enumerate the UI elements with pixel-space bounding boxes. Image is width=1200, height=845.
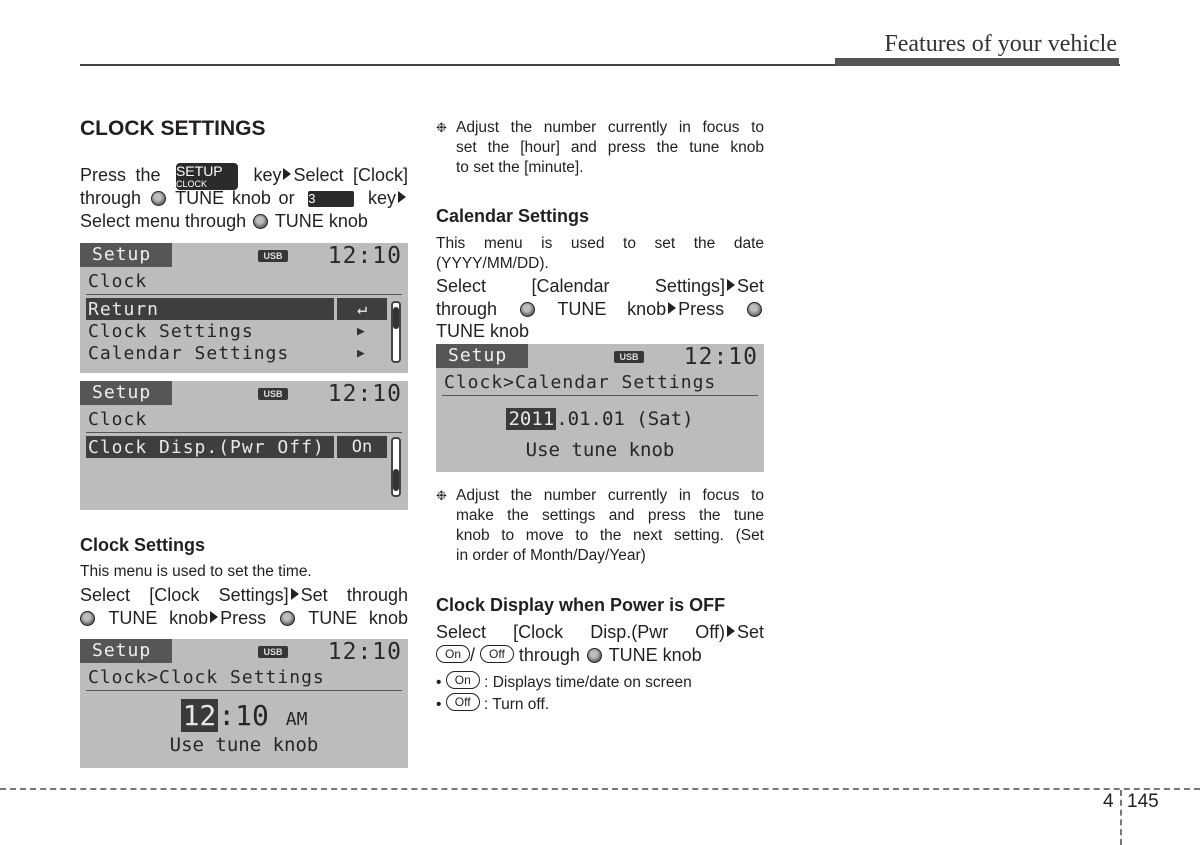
note2-line: Adjust the number currently in focus to <box>456 487 764 504</box>
arrow-right-icon <box>283 168 291 180</box>
chapter-number: 4 <box>1103 791 1114 812</box>
screen-divider <box>86 294 402 295</box>
note-mark-icon: ❉ <box>436 488 447 503</box>
page-header-title: Features of your vehicle <box>884 31 1117 57</box>
clock-settings-tune2: TUNE knob <box>308 607 408 628</box>
intro-through: through <box>80 188 142 208</box>
screen-clock: 12:10 <box>683 344 758 370</box>
tune-knob-icon <box>151 191 166 206</box>
arrow-right-icon <box>727 279 735 291</box>
year-field[interactable]: 2011 <box>508 408 555 430</box>
date-rest-field[interactable]: .01.01 (Sat) <box>556 408 694 430</box>
intro-select-menu: Select menu through <box>80 211 247 231</box>
return-icon: ↵ <box>337 298 387 320</box>
calendar-desc-line: This menu is used to set the date <box>436 235 764 252</box>
screen-title: Setup <box>92 244 152 265</box>
intro-select-clock: Select [Clock] <box>293 165 408 185</box>
bullet-off <box>436 693 549 715</box>
screen-divider <box>86 690 402 691</box>
calendar-step-settings: Settings] <box>654 276 725 296</box>
clockdisp-tune: TUNE knob <box>608 644 702 665</box>
clock-settings-press: Press <box>220 607 267 628</box>
screen-clock: 12:10 <box>327 639 402 665</box>
tune-knob-icon <box>253 214 268 229</box>
screen-clock: 12:10 <box>327 381 402 407</box>
screen-divider <box>442 395 758 396</box>
bullet-dot: • <box>436 674 442 691</box>
footer-page-divider <box>1120 790 1122 845</box>
usb-indicator-icon: USB <box>258 646 288 658</box>
clockdisp-through: through <box>518 644 580 665</box>
screen-path: Clock <box>88 271 148 292</box>
calendar-step-select: Select <box>436 276 487 296</box>
calendar-settings-desc <box>436 234 764 274</box>
hour-field[interactable]: 12 <box>182 699 217 732</box>
usb-indicator-icon: USB <box>258 388 288 400</box>
note1-line: Adjust the number currently in focus to <box>456 119 764 136</box>
clockdisp-disp: Disp.(Pwr <box>590 622 669 642</box>
note2-line: make the settings and press the tune <box>456 507 764 524</box>
chevron-right-icon: ▶ <box>357 324 365 339</box>
calendar-settings-instructions <box>436 275 764 343</box>
option-slash: / <box>470 644 476 665</box>
ampm-field[interactable]: AM <box>285 709 308 730</box>
calendar-settings-screen <box>436 344 764 472</box>
header-accent-bar <box>835 58 1119 66</box>
clockdisp-clock: [Clock <box>513 622 564 642</box>
screen-path: Clock>Calendar Settings <box>444 372 717 393</box>
clock-disp-value[interactable]: On <box>337 436 387 458</box>
usb-indicator-icon: USB <box>614 351 644 363</box>
screen-hint: Use tune knob <box>169 734 319 756</box>
intro-tune-knob-or: TUNE knob or <box>175 188 295 208</box>
note1-line: set the [hour] and press the tune knob <box>456 139 764 156</box>
clock-settings-step1b: Set through <box>300 585 408 605</box>
screen-clock: 12:10 <box>327 243 402 269</box>
intro-key2-text: key <box>367 188 396 208</box>
arrow-right-icon <box>727 625 735 637</box>
off-option-pill: Off <box>446 693 480 711</box>
bullet-on-desc: : Displays time/date on screen <box>484 674 692 691</box>
clock-settings-screen <box>80 639 408 768</box>
clockdisp-off: Off) <box>695 622 725 642</box>
note2-line: in order of Month/Day/Year) <box>456 547 646 564</box>
intro-instructions <box>80 163 408 233</box>
arrow-right-icon <box>210 611 218 623</box>
section-title: CLOCK SETTINGS <box>80 117 266 140</box>
tune-knob-icon <box>747 302 762 317</box>
screen-title: Setup <box>92 382 152 403</box>
tune-knob-icon <box>280 611 295 626</box>
clockdisp-select: Select <box>436 622 487 642</box>
time-editor <box>80 699 408 732</box>
clock-settings-desc: This menu is used to set the time. <box>80 563 312 580</box>
chevron-right-icon: ▶ <box>357 346 365 361</box>
arrow-right-icon <box>398 191 406 203</box>
clock-key-label: CLOCK <box>175 179 207 189</box>
menu-item-calendar-settings[interactable]: Calendar Settings <box>88 343 290 364</box>
screen-path: Clock <box>88 409 148 430</box>
note2-line: knob to move to the next setting. (Set <box>456 527 764 544</box>
scrollbar-thumb <box>393 469 399 491</box>
calendar-step-press: Press <box>678 298 725 319</box>
screen-hint: Use tune knob <box>525 439 675 461</box>
arrow-right-icon <box>668 302 676 314</box>
on-option-pill: On <box>446 671 480 689</box>
note-clock-adjust <box>436 118 764 178</box>
bullet-dot: • <box>436 696 442 713</box>
tune-knob-icon <box>587 648 602 663</box>
tune-knob-icon <box>520 302 535 317</box>
clock-settings-tune: TUNE knob <box>108 607 209 628</box>
clock-display-instructions <box>436 621 764 666</box>
calendar-settings-heading: Calendar Settings <box>436 206 590 226</box>
calendar-step-calendar: [Calendar <box>531 276 610 296</box>
calendar-step-tune2: TUNE knob <box>436 321 530 341</box>
intro-press-the: Press the <box>80 165 161 185</box>
clock-menu-screen <box>80 243 408 373</box>
calendar-step-through: through <box>436 298 498 319</box>
clock-settings-heading: Clock Settings <box>80 535 206 555</box>
number-3-key: 3 <box>308 191 354 207</box>
clock-settings-instructions <box>80 584 408 629</box>
tune-knob-icon <box>80 611 95 626</box>
setup-key-label: SETUP <box>175 163 223 179</box>
bullet-on <box>436 671 692 693</box>
on-option-pill: On <box>436 645 470 663</box>
page-number: 145 <box>1127 791 1159 812</box>
clock-display-screen <box>80 381 408 510</box>
intro-key-text: key <box>253 165 282 185</box>
scrollbar-thumb <box>393 307 399 329</box>
clockdisp-set: Set <box>736 622 764 642</box>
note1-line: to set the [minute]. <box>456 159 584 176</box>
screen-title: Setup <box>92 640 152 661</box>
note-mark-icon: ❉ <box>436 120 447 135</box>
menu-item-return[interactable]: Return <box>88 299 160 320</box>
footer-dashed-rule <box>0 788 1200 790</box>
menu-item-clock-disp[interactable]: Clock Disp.(Pwr Off) <box>88 437 325 458</box>
off-option-pill: Off <box>480 645 514 663</box>
arrow-right-icon <box>291 588 299 600</box>
intro-tune-knob: TUNE knob <box>274 211 368 231</box>
screen-title: Setup <box>448 345 508 366</box>
calendar-step-tune: TUNE knob <box>557 298 667 319</box>
setup-clock-key <box>176 163 238 190</box>
date-editor <box>436 408 764 430</box>
calendar-step-set: Set <box>736 276 764 296</box>
menu-item-clock-settings[interactable]: Clock Settings <box>88 321 254 342</box>
usb-indicator-icon: USB <box>258 250 288 262</box>
screen-divider <box>86 432 402 433</box>
note-calendar-adjust <box>436 486 764 566</box>
screen-path: Clock>Clock Settings <box>88 667 325 688</box>
clock-settings-step1: Select [Clock Settings] <box>80 585 289 605</box>
minute-field[interactable]: :10 <box>218 699 269 732</box>
bullet-off-desc: : Turn off. <box>483 696 550 713</box>
calendar-desc-line: (YYYY/MM/DD). <box>436 255 549 272</box>
clock-display-heading: Clock Display when Power is OFF <box>436 595 726 615</box>
